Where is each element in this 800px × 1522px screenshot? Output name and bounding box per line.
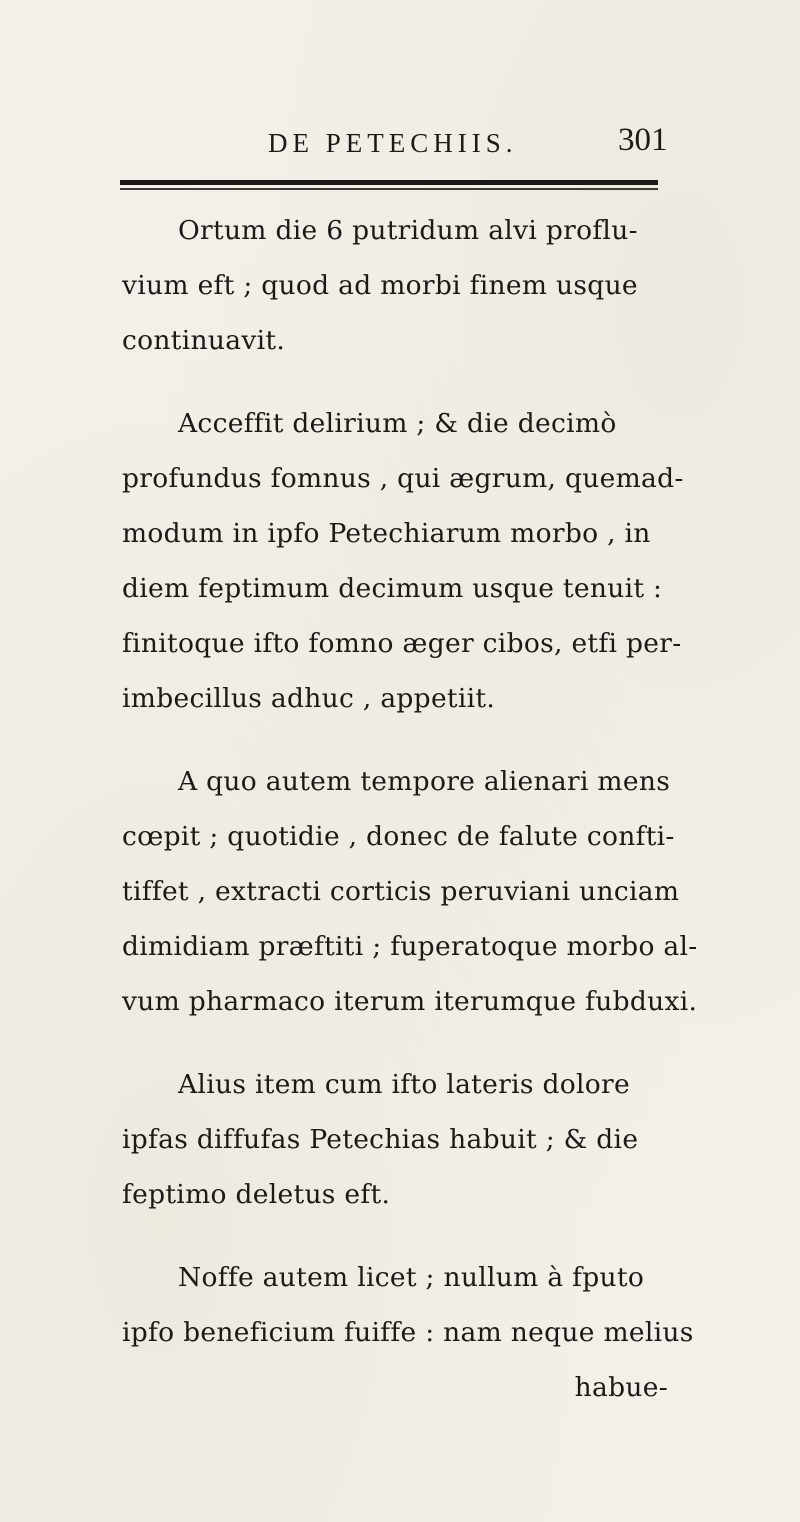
text-line: ipfas diffufas Petechias habuit ; & die <box>122 1124 639 1155</box>
header-rule-thin <box>120 188 658 190</box>
text-line: continuavit. <box>122 325 286 356</box>
paragraph-2 <box>122 396 682 726</box>
text-line: vum pharmaco iterum iterumque fubduxi. <box>122 986 698 1017</box>
text-line: Ortum die 6 putridum alvi proflu- <box>178 215 638 246</box>
text-line: modum in ipfo Petechiarum morbo , in <box>122 518 651 549</box>
paragraph-1 <box>122 203 682 368</box>
text-line: diem feptimum decimum usque tenuit : <box>122 573 663 604</box>
text-line: profundus fomnus , qui ægrum, quemad- <box>122 463 684 494</box>
text-line: Noffe autem licet ; nullum à fputo <box>178 1262 645 1293</box>
paragraph-4 <box>122 1057 682 1222</box>
page-number: 301 <box>618 122 668 158</box>
body-text <box>122 203 698 1415</box>
paragraph-5 <box>122 1250 694 1415</box>
text-line: cœpit ; quotidie , donec de falute confti- <box>122 821 675 852</box>
text-line: vium eft ; quod ad morbi finem usque <box>122 270 638 301</box>
text-line: feptimo deletus eft. <box>122 1179 391 1210</box>
running-header <box>0 122 800 168</box>
paragraph-gap <box>122 726 682 754</box>
catchword: habue- <box>574 1372 668 1403</box>
text-line: Acceffit delirium ; & die decimò <box>178 408 617 439</box>
paragraph-gap <box>122 1029 682 1057</box>
paragraph-gap <box>122 1222 682 1250</box>
paragraph-gap <box>122 368 682 396</box>
text-line: Alius item cum ifto lateris dolore <box>178 1069 630 1100</box>
text-line: A quo autem tempore alienari mens <box>178 766 671 797</box>
text-line: tiffet , extracti corticis peruviani unciam <box>122 876 680 907</box>
text-line: dimidiam præftiti ; fuperatoque morbo al- <box>122 931 698 962</box>
header-rule-thick <box>120 180 658 185</box>
text-line: finitoque ifto fomno æger cibos, etfi per- <box>122 628 682 659</box>
running-title: DE PETECHIIS. <box>268 128 518 158</box>
text-line: imbecillus adhuc , appetiit. <box>122 683 496 714</box>
text-line: ipfo beneficium fuiffe : nam neque melius <box>122 1317 694 1348</box>
paragraph-3 <box>122 754 698 1029</box>
